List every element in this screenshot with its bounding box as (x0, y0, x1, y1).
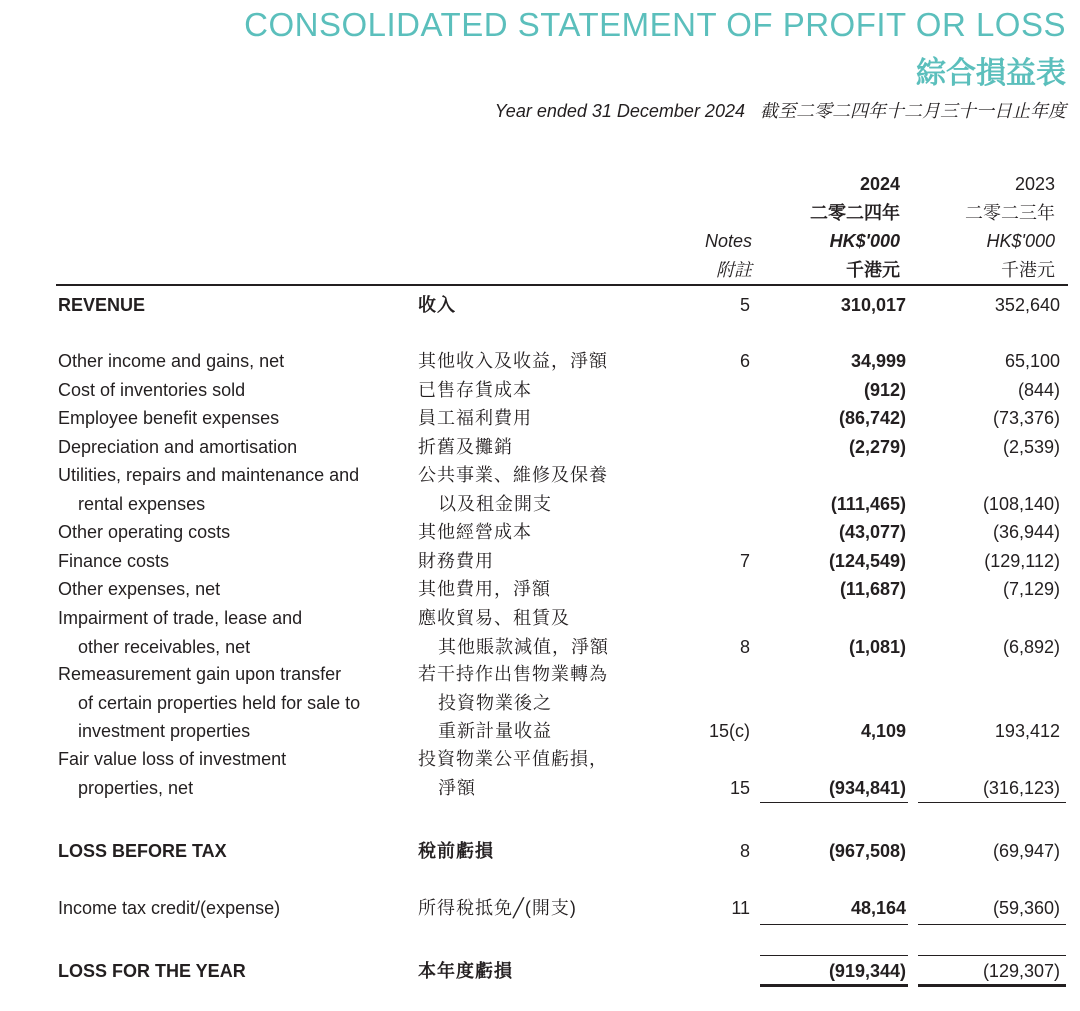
line-item-en: Utilities, repairs and maintenance and (58, 465, 360, 485)
line-item-en: Depreciation and amortisation (58, 437, 298, 457)
value-2023: (129,307) (982, 961, 1060, 981)
value-2024: (11,687) (839, 579, 906, 599)
value-2024: (1,081) (848, 636, 906, 657)
value-2024: (124,549) (828, 551, 906, 571)
statement-row (0, 745, 1080, 802)
value-2023: (129,112) (984, 551, 1060, 571)
value-2024: 4,109 (860, 721, 906, 741)
line-item-zh: 稅前虧損 (418, 841, 494, 861)
value-2024: 48,164 (850, 898, 906, 918)
statement-row (0, 404, 1080, 433)
line-item-en: Other operating costs (58, 522, 231, 542)
period-zh: 截至二零二四年十二月三十一日止年度 (760, 101, 1066, 121)
line-item-en: Income tax credit/(expense) (58, 898, 281, 918)
subtotal-rule-2023 (918, 802, 1066, 803)
statement-title-zh: 綜合損益表 (916, 57, 1066, 90)
note-ref: 11 (731, 898, 750, 918)
previous-year-column-header (965, 170, 1055, 284)
line-item-en: Other expenses, net (58, 579, 221, 599)
statement-row (0, 894, 1080, 923)
value-2023: (844) (1017, 380, 1060, 400)
statement-row (0, 291, 1080, 320)
statement-row (0, 660, 1080, 746)
line-item-zh: 折舊及攤銷 (418, 437, 513, 457)
previous-unit: HK$'000 (986, 231, 1055, 251)
current-year: 2024 (859, 174, 900, 194)
value-2024: (967,508) (828, 841, 906, 861)
statement-row (0, 604, 1080, 661)
line-item-zh: 投資物業後之 (438, 692, 552, 713)
statement-row (0, 837, 1080, 866)
previous-unit-zh: 千港元 (1001, 259, 1055, 280)
statement-title-en: CONSOLIDATED STATEMENT OF PROFIT OR LOSS (244, 6, 1066, 43)
current-year-zh: 二零二四年 (810, 202, 900, 223)
previous-year: 2023 (1014, 174, 1055, 194)
line-item-zh: 重新計量收益 (438, 721, 552, 741)
current-unit-zh: 千港元 (846, 259, 900, 280)
line-item-en: Remeasurement gain upon transfer (58, 664, 342, 684)
value-2024: (111,465) (830, 493, 906, 514)
line-item-en: REVENUE (58, 295, 146, 315)
value-2024: 34,999 (850, 351, 906, 371)
value-2024: (934,841) (828, 777, 906, 798)
line-item-zh: 其他費用，淨額 (418, 579, 551, 599)
tax-rule-2023 (918, 924, 1066, 925)
line-item-zh: 投資物業公平值虧損， (418, 749, 608, 769)
note-ref: 5 (739, 295, 750, 315)
value-2024: (2,279) (848, 437, 906, 457)
notes-column-header (705, 227, 752, 284)
line-item-zh: 已售存貨成本 (418, 380, 532, 400)
value-2023: 193,412 (994, 721, 1060, 741)
line-item-en: LOSS BEFORE TAX (58, 841, 227, 861)
line-item-zh: 以及租金開支 (438, 493, 552, 514)
value-2023: 65,100 (1004, 351, 1060, 371)
line-item-en: Impairment of trade, lease and (58, 608, 303, 628)
line-item-zh: 員工福利費用 (418, 408, 532, 428)
value-2023: (2,539) (1002, 437, 1060, 457)
line-item-zh: 其他經營成本 (418, 522, 532, 542)
notes-header-en: Notes (704, 231, 752, 251)
statement-row (0, 575, 1080, 604)
line-item-en: properties, net (78, 777, 194, 798)
line-item-en: other receivables, net (78, 636, 251, 657)
value-2023: (316,123) (982, 777, 1060, 798)
value-2024: (86,742) (838, 408, 906, 428)
line-item-en: investment properties (78, 721, 251, 741)
value-2023: (6,892) (1002, 636, 1060, 657)
value-2023: (108,140) (982, 493, 1060, 514)
period-caption (495, 97, 1066, 123)
statement-row (0, 347, 1080, 376)
value-2024: (43,077) (838, 522, 906, 542)
line-item-zh: 財務費用 (418, 551, 494, 571)
value-2023: (7,129) (1002, 579, 1060, 599)
note-ref: 6 (739, 351, 750, 371)
value-2024: (919,344) (828, 961, 906, 981)
line-item-zh: 本年度虧損 (418, 961, 513, 981)
line-item-zh: 所得稅抵免╱(開支) (418, 898, 577, 918)
statement-row (0, 518, 1080, 547)
line-item-zh: 若干持作出售物業轉為 (418, 664, 608, 684)
header-rule (56, 284, 1068, 286)
line-item-zh: 應收貿易、租賃及 (418, 608, 570, 628)
line-item-zh: 淨額 (438, 777, 476, 798)
line-item-en: rental expenses (78, 493, 206, 514)
statement-row (0, 376, 1080, 405)
total-top-rule-2023 (918, 955, 1066, 956)
line-item-zh: 收入 (418, 295, 456, 315)
note-ref: 7 (739, 551, 750, 571)
note-ref: 15(c) (708, 721, 750, 741)
note-ref: 8 (739, 841, 750, 861)
period-en: Year ended 31 December 2024 (494, 101, 745, 121)
value-2023: (59,360) (992, 898, 1060, 918)
note-ref: 8 (739, 636, 750, 657)
line-item-en: Fair value loss of investment (58, 749, 287, 769)
line-item-en: Employee benefit expenses (58, 408, 280, 428)
note-ref: 15 (729, 777, 750, 798)
current-year-column-header (810, 170, 900, 284)
total-double-rule-2024 (760, 984, 908, 987)
line-item-en: Finance costs (58, 551, 170, 571)
value-2024: 310,017 (840, 295, 906, 315)
tax-rule-2024 (760, 924, 908, 925)
notes-header-zh: 附註 (716, 259, 752, 280)
line-item-zh: 其他賬款減值，淨額 (438, 636, 609, 657)
statement-row (0, 461, 1080, 518)
total-top-rule-2024 (760, 955, 908, 956)
line-item-zh: 公共事業、維修及保養 (418, 465, 608, 485)
line-item-en: LOSS FOR THE YEAR (58, 961, 246, 981)
statement-row (0, 433, 1080, 462)
statement-row (0, 547, 1080, 576)
line-item-en: of certain properties held for sale to (78, 692, 361, 713)
value-2023: 352,640 (994, 295, 1060, 315)
current-unit: HK$'000 (829, 231, 900, 251)
value-2023: (69,947) (992, 841, 1060, 861)
total-double-rule-2023 (918, 984, 1066, 987)
value-2024: (912) (863, 380, 906, 400)
subtotal-rule-2024 (760, 802, 908, 803)
line-item-en: Cost of inventories sold (58, 380, 246, 400)
value-2023: (36,944) (992, 522, 1060, 542)
statement-row (0, 957, 1080, 986)
line-item-zh: 其他收入及收益，淨額 (418, 351, 608, 371)
value-2023: (73,376) (992, 408, 1060, 428)
line-item-en: Other income and gains, net (58, 351, 285, 371)
previous-year-zh: 二零二三年 (965, 202, 1055, 223)
